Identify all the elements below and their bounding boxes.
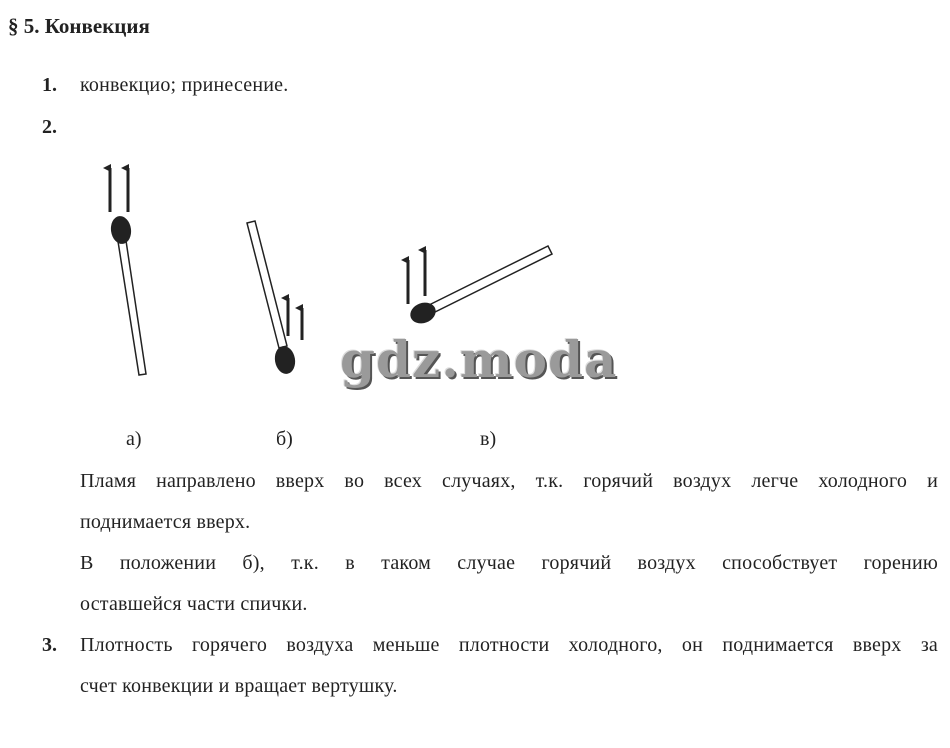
answer2-line-1: Пламя направлено вверх во всех случаях, т.к. горячий воздух легче холодного и — [80, 470, 938, 492]
label-b: б) — [276, 428, 293, 450]
match-stick — [427, 246, 552, 314]
match-head — [273, 344, 298, 375]
watermark: gdz.moda — [340, 330, 618, 389]
match-stick — [247, 221, 287, 348]
match-head — [109, 215, 133, 246]
item-2-number: 2. — [42, 116, 57, 138]
match-stick — [117, 234, 146, 375]
label-a: а) — [126, 428, 142, 450]
match-b — [247, 221, 302, 376]
label-c: в) — [480, 428, 497, 450]
answer2-line-2: поднимается вверх. — [80, 511, 251, 533]
match-a — [109, 168, 146, 375]
answer2-line-4: оставшейся части спички. — [80, 593, 308, 615]
item-3-line-2: счет конвекции и вращает вертушку. — [80, 675, 398, 697]
section-title: § 5. Конвекция — [8, 14, 150, 38]
item-1-text: конвекцио; принесение. — [80, 74, 289, 96]
item-3-line-1: Плотность горячего воздуха меньше плотности холодного, он поднимается вверх за — [80, 634, 938, 656]
match-c — [407, 246, 552, 327]
answer2-line-3: В положении б), т.к. в таком случае горячий воздух способствует горению — [80, 552, 938, 574]
item-3-number: 3. — [42, 634, 57, 656]
item-1-number: 1. — [42, 74, 57, 96]
